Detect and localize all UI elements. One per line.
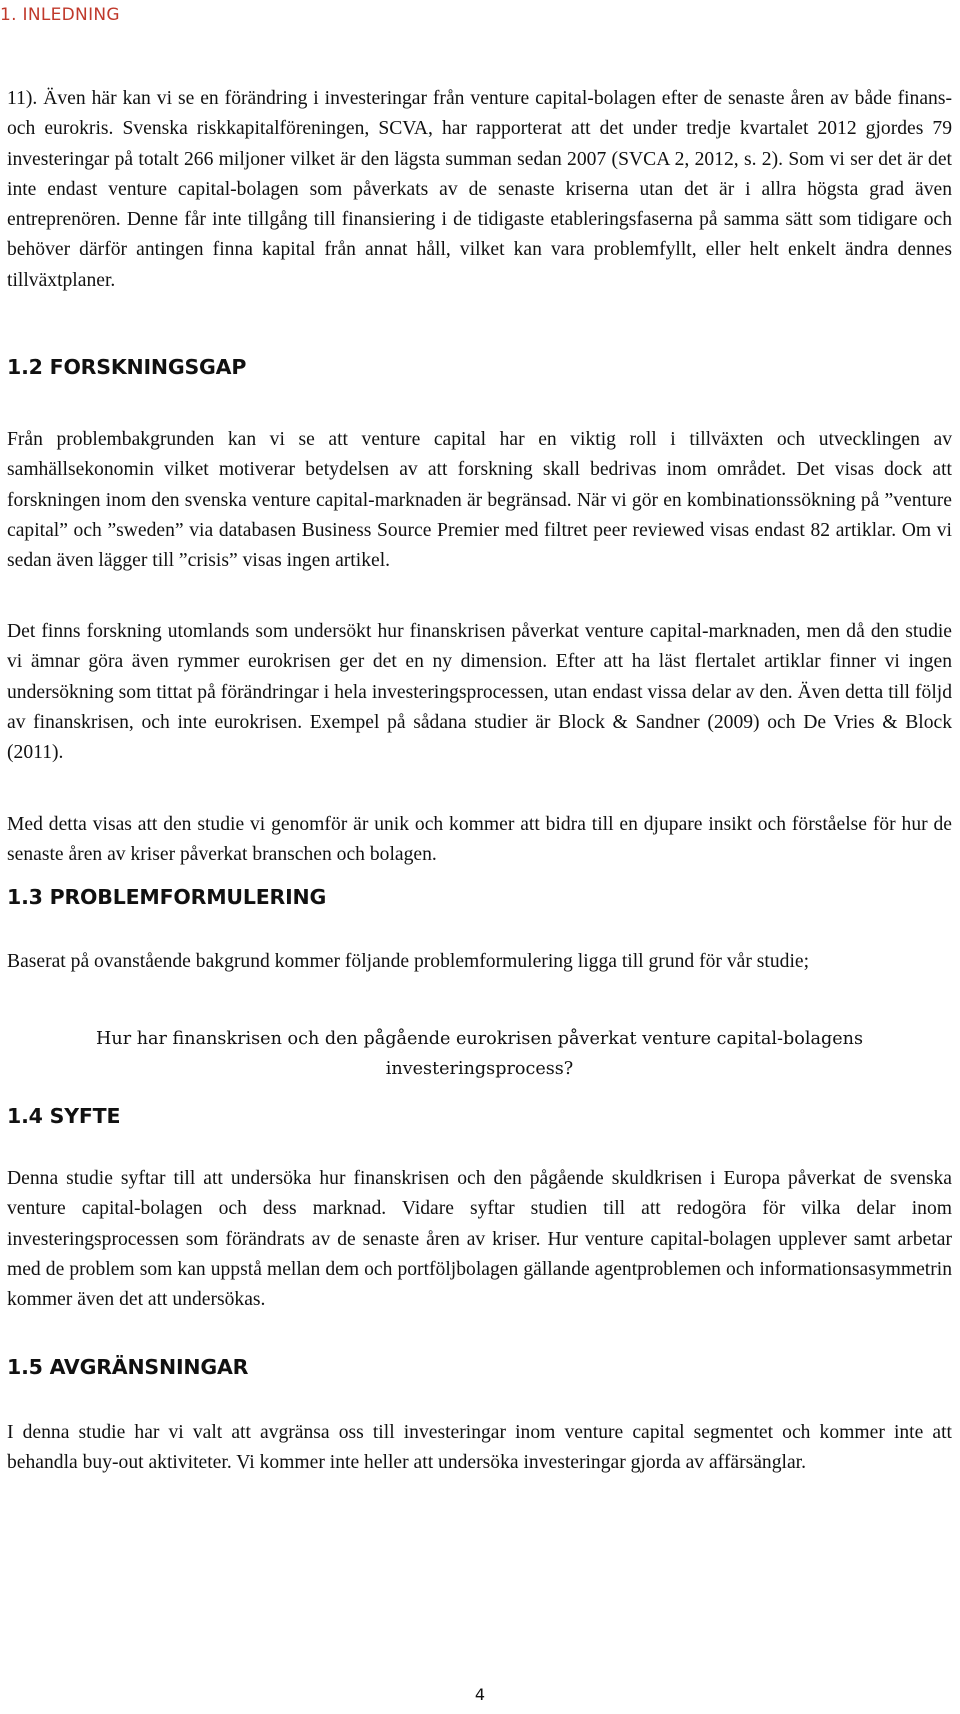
page-number: 4 [474,1685,486,1704]
research-gap-paragraph-1: Från problembakgrunden kan vi se att venture capital har en viktig roll i tillväxten och utvecklingen av samhällsekonomin vilket motiverar betydelsen av att forskning skall bedrivas inom området. Det visas dock att forskningen inom den svenska venture capital-marknaden är begränsad. När vi gör en kombinationssökning på ”venture capital” och ”sweden” via databasen Business Source Premier med filtret peer reviewed visas endast 82 artiklar. Om vi sedan även lägger till ”crisis” visas ingen artikel. [7,429,952,572]
problem-paragraph: Baserat på ovanstående bakgrund kommer följande problemformulering ligga till grund för vår studie; [7,951,810,972]
section-heading-delimitations: 1.5 AVGRÄNSNINGAR [7,1355,249,1379]
delimitations-paragraph: I denna studie har vi valt att avgränsa oss till investeringar inom venture capital segmentet och kommer inte att behandla buy-out aktiviteter. Vi kommer inte heller att undersöka investeringar gjorda av affärsänglar. [7,1422,952,1474]
intro-paragraph: 11). Även här kan vi se en förändring i investeringar från venture capital-bolagen efter de senaste åren av både finans- och eurokris. Svenska riskkapitalföreningen, SCVA, har rapporterat att det under tredje kvartalet 2012 gjordes 79 investeringar på totalt 266 miljoner vilket är den lägsta summan sedan 2007 (SVCA 2, 2012, s. 2). Som vi ser det är det inte endast venture capital-bolagen som påverkats av de senaste kriserna utan det är i allra högsta grad även entreprenören. Denne får inte tillgång till finansiering i de tidigaste etableringsfaserna på samma sätt som tidigare och behöver därför antingen finna kapital från annat håll, vilket kan vara problemfyllt, eller helt enkelt ändra dennes tillväxtplaner. [7,88,952,291]
research-gap-paragraph-3: Med detta visas att den studie vi genomför är unik och kommer att bidra till en djupare insikt och förståelse för hur de senaste åren av kriser påverkat branschen och bolagen. [7,814,952,866]
section-heading-research-gap: 1.2 FORSKNINGSGAP [7,355,247,379]
section-heading-purpose: 1.4 SYFTE [7,1104,121,1128]
chapter-header: 1. INLEDNING [0,5,120,25]
research-gap-paragraph-2: Det finns forskning utomlands som undersökt hur finanskrisen påverkat venture capital-marknaden, men då den studie vi ämnar göra även rymmer eurokrisen ger det en ny dimension. Efter att ha läst flertalet artiklar finner vi ingen undersökning som tittat på förändringar i hela investeringsprocessen, utan endast vissa delar av den. Även detta till följd av finanskrisen, och inte eurokrisen. Exempel på sådana studier är Block & Sandner (2009) och De Vries & Block (2011). [7,621,952,764]
section-heading-problem: 1.3 PROBLEMFORMULERING [7,885,327,909]
purpose-paragraph: Denna studie syftar till att undersöka hur finanskrisen och den pågående skuldkrisen i Europa påverkat de svenska venture capital-bolagen och dess marknad. Vidare syftar studien till att redogöra för vilka delar inom investeringsprocessen som förändrats av de senaste åren av kriser. Hur venture capital-bolagen upplever samt arbetar med de problem som kan uppstå mellan dem och portföljbolagen gällande agentproblemen och informationsasymmetrin kommer även det att undersökas. [7,1168,952,1311]
research-question: Hur har finanskrisen och den pågående eurokrisen påverkat venture capital-bolagens investeringsprocess? [96,1029,863,1079]
